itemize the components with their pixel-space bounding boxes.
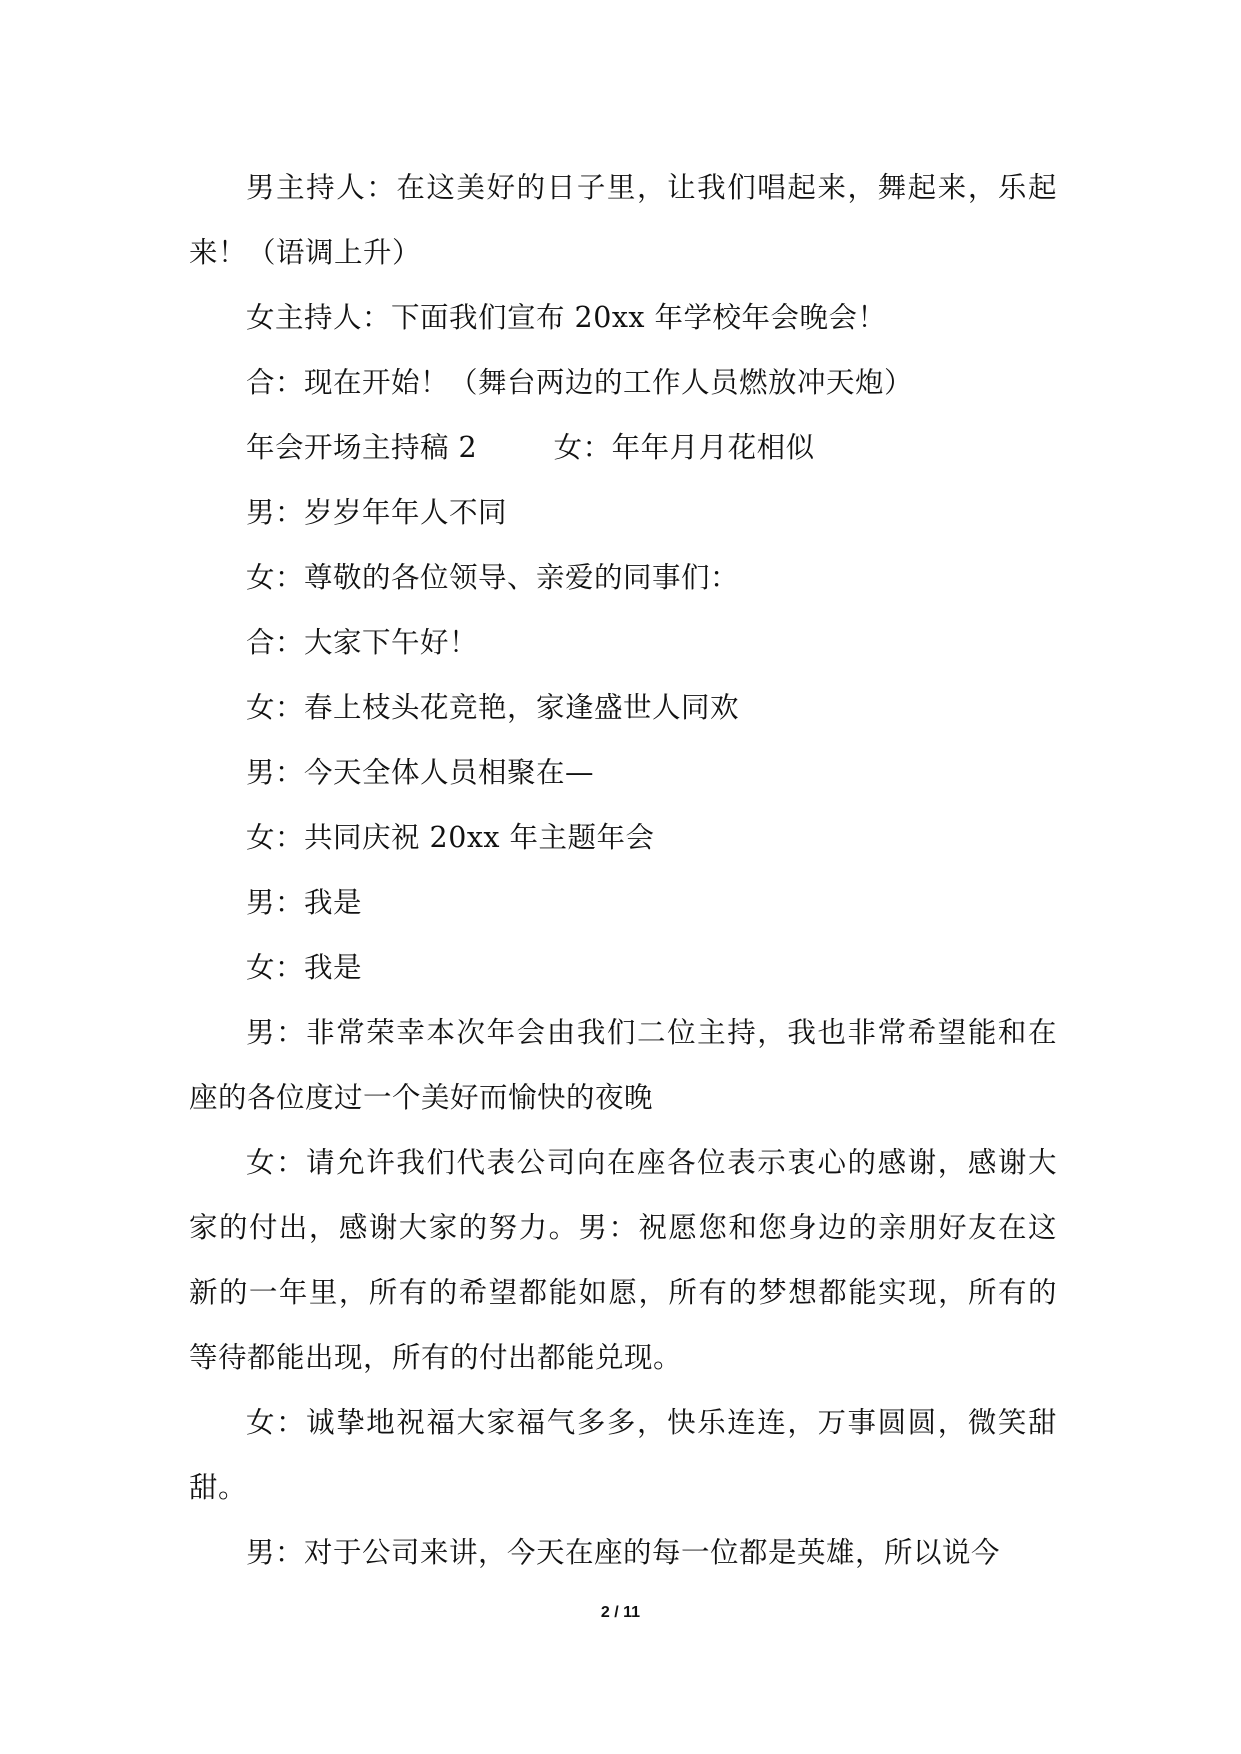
paragraph-8: 女：春上枝头花竞艳，家逢盛世人同欢	[246, 691, 740, 724]
paragraph-16: 男：对于公司来讲，今天在座的每一位都是英雄，所以说今	[246, 1536, 1001, 1569]
page-number: 2 / 11	[600, 1604, 641, 1621]
paragraph-15: 女：诚挚地祝福大家福气多多，快乐连连，万事圆圆，微笑甜甜。	[189, 1406, 1057, 1504]
document-body	[189, 155, 1057, 1585]
paragraph-13: 男：非常荣幸本次年会由我们二位主持，我也非常希望能和在座的各位度过一个美好而愉快的夜晚	[189, 1016, 1057, 1114]
paragraph-6: 女：尊敬的各位领导、亲爱的同事们：	[246, 561, 740, 594]
paragraph-12: 女：我是	[246, 951, 363, 984]
paragraph-14: 女：请允许我们代表公司向在座各位表示衷心的感谢，感谢大家的付出，感谢大家的努力。男：祝愿您和您身边的亲朋好友在这新的一年里，所有的希望都能如愿，所有的梦想都能实现，所有的等待都能出现，所有的付出都能兑现。	[189, 1146, 1057, 1374]
paragraph-9: 男：今天全体人员相聚在—	[246, 756, 595, 789]
paragraph-5: 男：岁岁年年人不同	[246, 496, 508, 529]
paragraph-7: 合：大家下午好！	[246, 626, 479, 659]
paragraph-2: 女主持人：下面我们宣布 20xx 年学校年会晚会！	[246, 301, 887, 334]
paragraph-11: 男：我是	[246, 886, 363, 919]
paragraph-4: 年会开场主持稿 2 女：年年月月花相似	[246, 431, 815, 464]
paragraph-10: 女：共同庆祝 20xx 年主题年会	[246, 821, 655, 854]
paragraph-1: 男主持人：在这美好的日子里，让我们唱起来，舞起来，乐起来！（语调上升）	[189, 171, 1057, 269]
paragraph-3: 合：现在开始！（舞台两边的工作人员燃放冲天炮）	[246, 366, 914, 399]
